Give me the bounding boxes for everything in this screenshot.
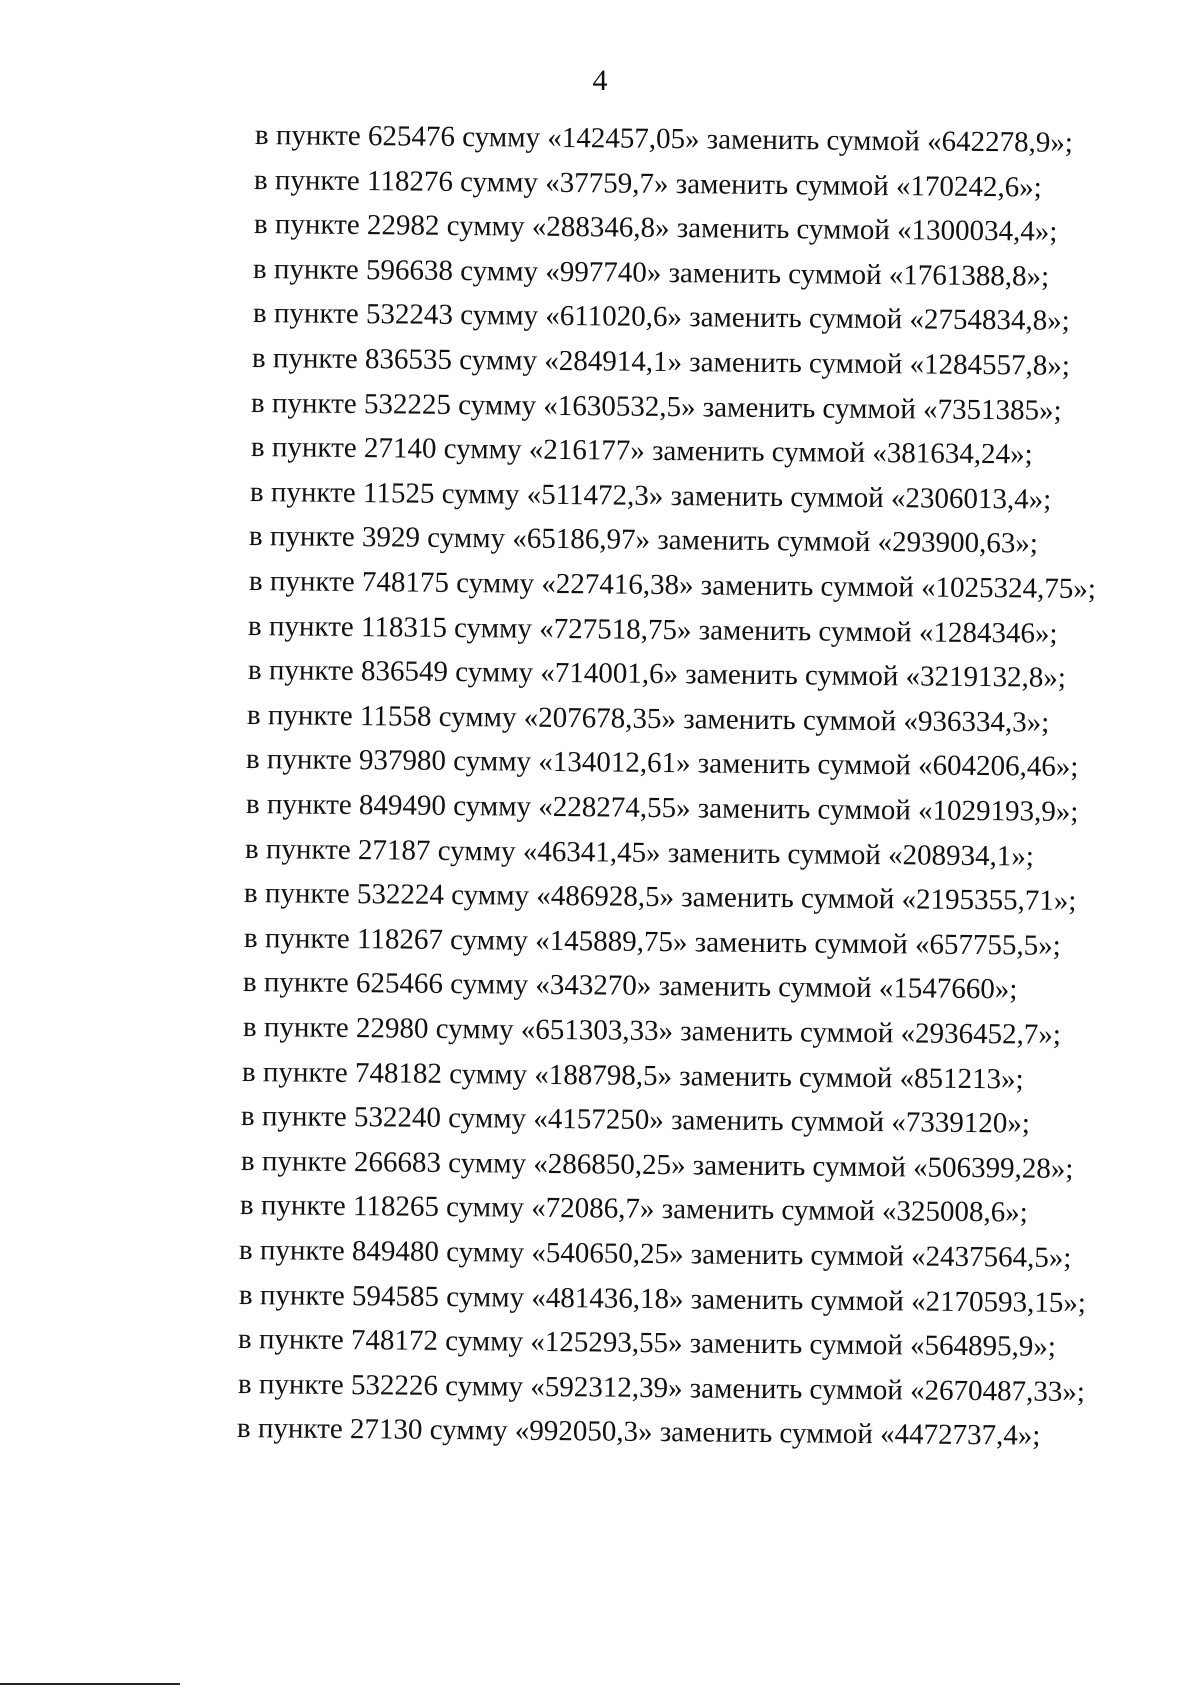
amendment-line: в пункте 596638 сумму «997740» заменить суммой «1761388,8»; — [252, 252, 1050, 293]
amendment-line: в пункте 532224 сумму «486928,5» заменить суммой «2195355,71»; — [244, 877, 1077, 918]
amendment-line: в пункте 937980 сумму «134012,61» заменить суммой «604206,46»; — [246, 743, 1079, 784]
amendment-list — [0, 118, 1200, 1598]
amendment-line: в пункте 118265 сумму «72086,7» заменить суммой «325008,6»; — [239, 1189, 1029, 1229]
amendment-line: в пункте 27130 сумму «992050,3» заменить суммой «4472737,4»; — [236, 1412, 1041, 1453]
amendment-line: в пункте 532226 сумму «592312,39» заменить суммой «2670487,33»; — [237, 1367, 1085, 1408]
amendment-line: в пункте 532243 сумму «611020,6» заменить суммой «2754834,8»; — [252, 297, 1070, 338]
amendment-line: в пункте 22980 сумму «651303,33» заменить суммой «2936452,7»; — [242, 1011, 1061, 1051]
amendment-line: в пункте 748182 сумму «188798,5» заменить суммой «851213»; — [241, 1055, 1024, 1096]
amendment-line: в пункте 594585 сумму «481436,18» заменить суммой «2170593,15»; — [238, 1278, 1086, 1319]
amendment-line: в пункте 118276 сумму «37759,7» заменить суммой «170242,6»; — [254, 163, 1043, 204]
amendment-line: в пункте 27140 сумму «216177» заменить суммой «381634,24»; — [250, 431, 1033, 471]
amendment-line: в пункте 22982 сумму «288346,8» заменить суммой «1300034,4»; — [253, 208, 1058, 248]
amendment-line: в пункте 836549 сумму «714001,6» заменить суммой «3219132,8»; — [247, 654, 1066, 695]
amendment-line: в пункте 11525 сумму «511472,3» заменить суммой «2306013,4»; — [249, 475, 1052, 516]
amendment-line: в пункте 748175 сумму «227416,38» заменить суммой «1025324,75»; — [248, 565, 1096, 606]
amendment-line: в пункте 118315 сумму «727518,75» заменить суммой «1284346»; — [248, 609, 1058, 650]
amendment-line: в пункте 532225 сумму «1630532,5» заменить суммой «7351385»; — [251, 386, 1063, 427]
amendment-line: в пункте 266683 сумму «286850,25» заменить суммой «506399,28»; — [240, 1144, 1074, 1185]
amendment-line: в пункте 3929 сумму «65186,97» заменить суммой «293900,63»; — [249, 520, 1039, 560]
page-number: 4 — [592, 64, 608, 97]
amendment-line: в пункте 748172 сумму «125293,55» заменить суммой «564895,9»; — [238, 1323, 1057, 1364]
amendment-line: в пункте 849480 сумму «540650,25» заменить суммой «2437564,5»; — [239, 1234, 1073, 1274]
amendment-line: в пункте 625476 сумму «142457,05» заменить суммой «642278,9»; — [254, 119, 1074, 159]
amendment-line: в пункте 118267 сумму «145889,75» заменить суммой «657755,5»; — [243, 921, 1061, 962]
amendment-line: в пункте 532240 сумму «4157250» заменить суммой «7339120»; — [241, 1100, 1031, 1140]
amendment-line: в пункте 836535 сумму «284914,1» заменить суммой «1284557,8»; — [251, 342, 1070, 382]
footnote-divider — [0, 1683, 180, 1685]
amendment-line: в пункте 849490 сумму «228274,55» заменить суммой «1029193,9»; — [245, 788, 1079, 828]
amendment-line: в пункте 625466 сумму «343270» заменить суммой «1547660»; — [243, 966, 1018, 1006]
amendment-line: в пункте 11558 сумму «207678,35» заменить суммой «936334,3»; — [246, 698, 1050, 739]
amendment-line: в пункте 27187 сумму «46341,45» заменить суммой «208934,1»; — [244, 832, 1035, 873]
